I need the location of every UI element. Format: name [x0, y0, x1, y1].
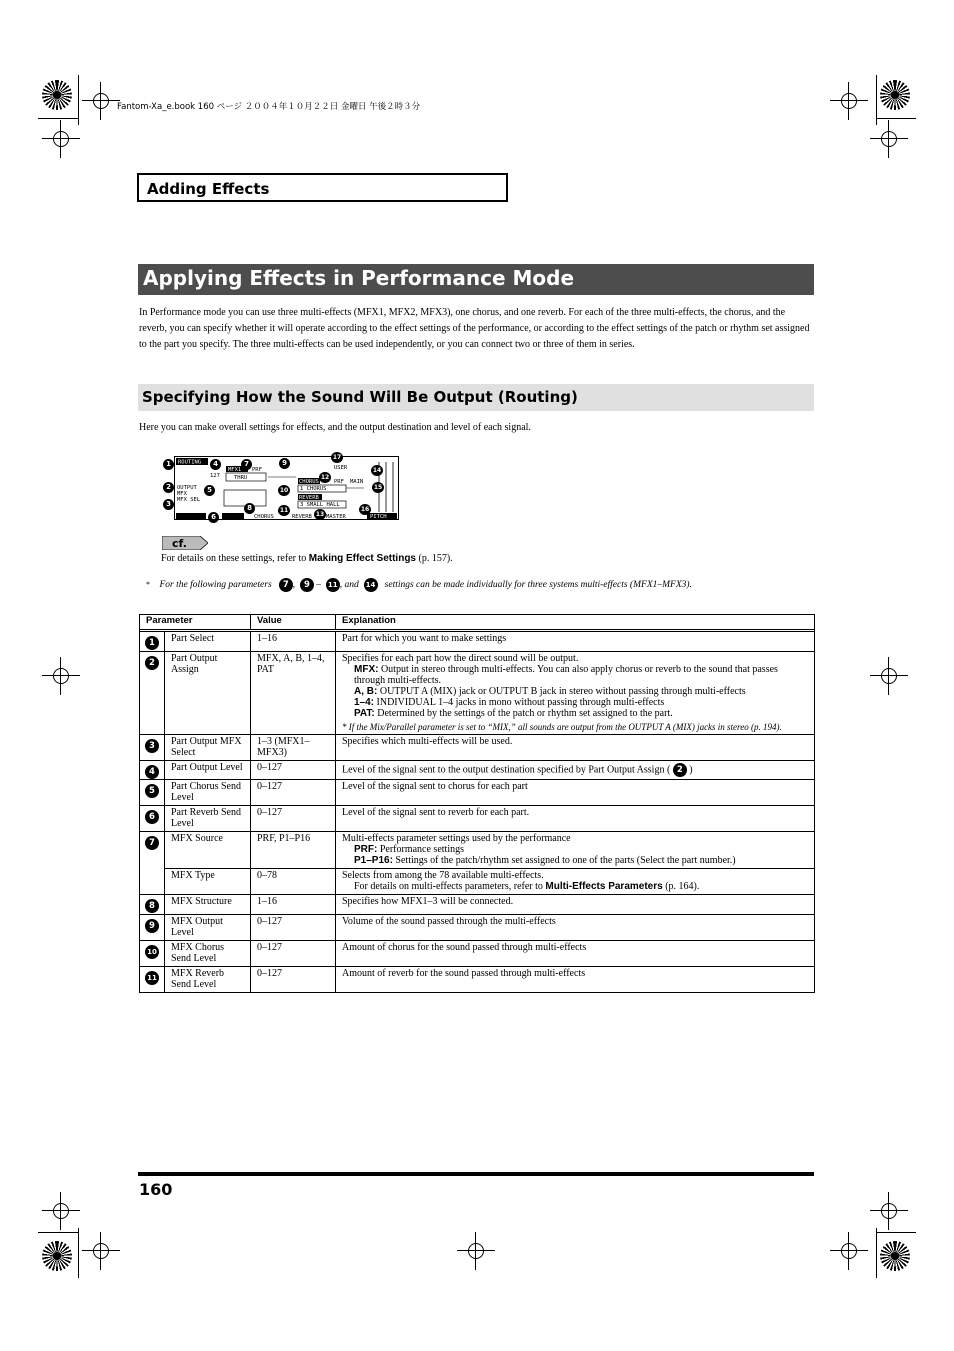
option-item	[342, 686, 808, 697]
intro-paragraph: In Performance mode you can use three multi-effects (MFX1, MFX2, MFX3), one chorus, and one reverb. For each of the three multi-effects, the chorus, and the reverb, you can specify whether it will operate according to the effect settings of the performance, or according to the effect settings of the patch or rhythm set assigned to the part you specify. The three multi-effects can be used independently, or you can connect two or three of them in series.	[139, 307, 810, 350]
explanation-text: Level of the signal sent to the output destination specified by Part Output Assign (	[342, 763, 671, 775]
note-and: , and	[339, 580, 359, 591]
registration-cross-icon	[838, 90, 860, 112]
note-star: *	[146, 580, 150, 590]
param-explanation: Level of the signal sent to reverb for each part.	[336, 806, 815, 832]
table-row	[140, 735, 815, 761]
lcd-prf: PRF	[252, 467, 262, 473]
cf-reference	[161, 553, 453, 564]
registration-cross-icon	[878, 665, 900, 687]
page-number: 160	[139, 1180, 173, 1199]
header-parameter: Parameter	[140, 615, 251, 630]
param-name: MFX Output Level	[165, 915, 251, 941]
param-explanation	[336, 652, 815, 735]
registration-star-top-left	[42, 80, 72, 110]
table-note: * If the Mix/Parallel parameter is set to “MIX,” all sounds are output from the OUTPUT A (MIX) jacks in stereo (p. 194).	[342, 722, 782, 732]
lcd-callouts	[160, 452, 410, 524]
explanation-lead: Specifies for each part how the direct sound will be output.	[342, 653, 579, 664]
table-row	[140, 895, 815, 915]
callout-6: 6	[208, 512, 219, 523]
note-dash: –	[316, 580, 322, 591]
note-num-14: 14	[364, 578, 378, 592]
row-number: 1	[145, 636, 159, 650]
param-explanation	[336, 832, 815, 869]
ref-number: 2	[673, 763, 687, 777]
option-label: 1–4:	[354, 697, 375, 708]
file-header: Fantom-Xa_e.book 160 ページ ２００４年１０月２２日 金曜日 午後２時３分	[117, 102, 421, 112]
subsection-text: Here you can make overall settings for effects, and the output destination and level of each signal.	[139, 422, 531, 433]
main-title: Applying Effects in Performance Mode	[143, 266, 575, 290]
param-name: Part Chorus Send Level	[165, 780, 251, 806]
param-value: 0–127	[251, 941, 336, 967]
registration-cross-icon	[465, 1240, 487, 1262]
row-number: 7	[145, 836, 159, 850]
param-value: 1–3 (MFX1–MFX3)	[251, 735, 336, 761]
option-text: Determined by the settings of the patch or rhythm set assigned to the part.	[374, 708, 673, 719]
footer-rule	[138, 1172, 814, 1176]
param-name: MFX Structure	[165, 895, 251, 915]
lcd-mfx: MFX	[177, 491, 187, 497]
registration-cross-icon	[90, 90, 112, 112]
row-number: 6	[145, 810, 159, 824]
lcd-prf-right: PRF	[334, 479, 344, 485]
lcd-bottom-pitch: PITCH	[370, 514, 387, 520]
table-row	[140, 780, 815, 806]
callout-4: 4	[210, 459, 221, 470]
table-row	[140, 761, 815, 780]
registration-cross-icon	[878, 128, 900, 150]
subsection-title: Specifying How the Sound Will Be Output (Routing)	[142, 388, 578, 406]
ref-after: (p. 164).	[662, 881, 700, 892]
param-explanation: Amount of chorus for the sound passed through multi-effects	[336, 941, 815, 967]
header-value: Value	[251, 615, 336, 630]
lcd-thru: THRU	[234, 475, 248, 481]
lcd-bottom-master: MASTER	[326, 514, 346, 520]
param-value: MFX, A, B, 1–4, PAT	[251, 652, 336, 735]
registration-star-bottom-left	[42, 1241, 72, 1271]
option-item	[342, 708, 808, 719]
lcd-output: OUTPUT	[177, 485, 197, 491]
param-value: 1–16	[251, 632, 336, 652]
option-item	[342, 697, 808, 708]
trim-line	[876, 1232, 916, 1233]
lcd-user: USER	[334, 465, 348, 471]
registration-cross-icon	[50, 128, 72, 150]
note-suffix: settings can be made individually for three systems multi-effects (MFX1–MFX3).	[384, 580, 692, 591]
registration-cross-icon	[50, 1200, 72, 1222]
param-explanation: Amount of reverb for the sound passed through multi-effects	[336, 967, 815, 993]
table-row	[140, 869, 815, 895]
callout-13: 13	[315, 511, 325, 518]
row-number: 11	[145, 971, 159, 985]
callout-15: 15	[373, 484, 383, 491]
option-label: A, B:	[354, 686, 378, 697]
option-item	[342, 664, 808, 686]
explanation-lead: Multi-effects parameter settings used by the performance	[342, 833, 571, 844]
param-value: 0–127	[251, 761, 336, 780]
option-text: Settings of the patch/rhythm set assigned to one of the parts (Select the part number.)	[392, 855, 736, 866]
note-comma: ,	[292, 580, 296, 591]
option-label: PAT:	[354, 708, 375, 719]
parameter-table	[139, 614, 815, 993]
row-number: 4	[145, 765, 159, 779]
section-label: Adding Effects	[147, 180, 270, 198]
lcd-chorus: CHORUS	[299, 479, 319, 485]
trim-line	[78, 75, 79, 125]
lcd-mfx1: MFX1	[228, 467, 242, 473]
cf-link[interactable]: Making Effect Settings	[308, 553, 416, 564]
param-explanation: Level of the signal sent to chorus for each part	[336, 780, 815, 806]
param-value: PRF, P1–P16	[251, 832, 336, 869]
lcd-reverb-type: 3 SMALL HALL	[300, 502, 340, 508]
callout-9: 9	[279, 458, 290, 469]
trim-line	[876, 118, 916, 119]
row-number: 2	[145, 656, 159, 670]
registration-cross-icon	[838, 1240, 860, 1262]
option-text: INDIVIDUAL 1–4 jacks in mono without passing through multi-effects	[374, 697, 665, 708]
param-explanation	[336, 761, 815, 780]
callout-14: 14	[372, 467, 382, 474]
callout-16: 16	[360, 506, 370, 513]
callout-10: 10	[279, 487, 289, 494]
row-number: 10	[145, 945, 159, 959]
trim-line	[38, 118, 78, 119]
table-header-row	[140, 615, 815, 630]
option-label: P1–P16:	[354, 855, 393, 866]
param-value: 0–127	[251, 780, 336, 806]
table-row	[140, 915, 815, 941]
callout-12: 12	[320, 474, 330, 481]
table-row	[140, 652, 815, 735]
param-name: MFX Reverb Send Level	[165, 967, 251, 993]
param-name: MFX Type	[165, 869, 251, 895]
lcd-mfx-sel: MFX SEL	[177, 497, 201, 503]
parameter-note	[146, 578, 692, 592]
param-explanation: Specifies which multi-effects will be used.	[336, 735, 815, 761]
trim-line	[78, 1228, 79, 1278]
explanation-lead: Selects from among the 78 available multi-effects.	[342, 870, 544, 881]
lcd-chorus-type: 1 CHORUS	[300, 486, 327, 492]
registration-star-bottom-right	[880, 1241, 910, 1271]
ref-before: For details on multi-effects parameters, refer to	[354, 881, 546, 892]
lcd-routing-tab: ROUTING	[178, 459, 202, 466]
param-name: Part Output MFX Select	[165, 735, 251, 761]
cf-text: For details on these settings, refer to	[161, 553, 309, 564]
callout-7: 7	[241, 459, 252, 470]
param-name: MFX Source	[165, 832, 251, 869]
param-name: Part Reverb Send Level	[165, 806, 251, 832]
row-number: 8	[145, 899, 159, 913]
option-label: PRF:	[354, 844, 378, 855]
table-row	[140, 806, 815, 832]
registration-cross-icon	[878, 1200, 900, 1222]
callout-1: 1	[163, 459, 174, 470]
note-num-7: 7	[279, 578, 293, 592]
row-number: 5	[145, 784, 159, 798]
registration-cross-icon	[50, 665, 72, 687]
cf-text-end: (p. 157).	[416, 553, 453, 564]
callout-11: 11	[279, 507, 289, 514]
registration-cross-icon	[90, 1240, 112, 1262]
option-text: Performance settings	[377, 844, 464, 855]
row-number: 3	[145, 739, 159, 753]
param-value: 1–16	[251, 895, 336, 915]
option-item	[342, 855, 808, 866]
param-name: Part Output Level	[165, 761, 251, 780]
note-num-11: 11	[326, 578, 340, 592]
explanation-end: )	[689, 763, 693, 775]
param-name: Part Output Assign	[165, 652, 251, 735]
param-explanation: Volume of the sound passed through the multi-effects	[336, 915, 815, 941]
param-value: 0–78	[251, 869, 336, 895]
trim-line	[876, 1228, 877, 1278]
section-label-box	[137, 173, 508, 202]
reference-line	[342, 881, 808, 892]
ref-link[interactable]: Multi-Effects Parameters	[545, 881, 663, 892]
param-value: 0–127	[251, 915, 336, 941]
param-value: 0–127	[251, 967, 336, 993]
callout-2: 2	[163, 482, 174, 493]
lcd-127: 127	[210, 473, 220, 479]
param-name: MFX Chorus Send Level	[165, 941, 251, 967]
param-value: 0–127	[251, 806, 336, 832]
option-label: MFX:	[354, 664, 379, 675]
note-prefix: For the following parameters	[159, 580, 272, 591]
param-explanation: Specifies how MFX1–3 will be connected.	[336, 895, 815, 915]
row-number: 9	[145, 919, 159, 933]
registration-star-top-right	[880, 80, 910, 110]
callout-8: 8	[244, 503, 255, 514]
option-item	[342, 844, 808, 855]
main-title-bar	[138, 264, 814, 295]
table-row	[140, 967, 815, 993]
callout-17: 17	[332, 454, 342, 461]
option-text: OUTPUT A (MIX) jack or OUTPUT B jack in stereo without passing through multi-effects	[377, 686, 746, 697]
option-text: Output in stereo through multi-effects. You can also apply chorus or reverb to the sound that passes through multi-effects.	[354, 664, 778, 686]
param-explanation	[336, 869, 815, 895]
callout-5: 5	[204, 485, 215, 496]
lcd-main: MAIN	[350, 479, 364, 485]
lcd-bottom-chorus: CHORUS	[254, 514, 274, 520]
table-row	[140, 832, 815, 869]
param-explanation: Part for which you want to make settings	[336, 632, 815, 652]
trim-line	[38, 1232, 78, 1233]
lcd-bottom-reverb: REVERB	[292, 514, 312, 520]
table-row	[140, 941, 815, 967]
param-name: Part Select	[165, 632, 251, 652]
lcd-reverb: REVERB	[299, 495, 319, 501]
table-row	[140, 632, 815, 652]
cf-badge-label: cf.	[172, 537, 187, 550]
callout-3: 3	[163, 499, 174, 510]
cf-badge-icon	[162, 536, 208, 550]
note-num-9: 9	[300, 578, 314, 592]
subsection-title-bar	[138, 384, 814, 411]
header-explanation: Explanation	[336, 615, 815, 630]
